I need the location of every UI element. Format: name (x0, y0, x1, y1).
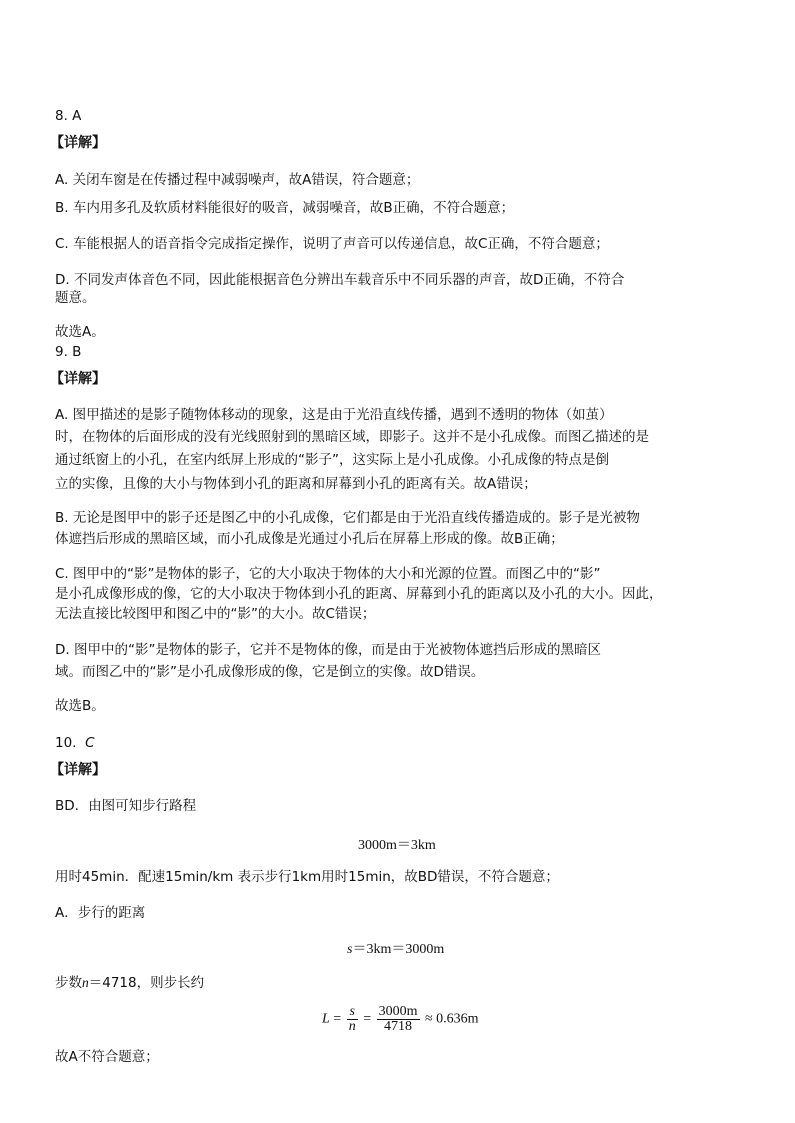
q8-option-a: A. 关闭车窗是在传播过程中减弱噪声，故A错误，符合题意； (55, 172, 420, 188)
fraction-denominator: n (348, 1019, 356, 1034)
q9-b-line1: B. 无论是图甲中的影子还是图乙中的小孔成像，它们都是由于光沿直线传播造成的。影子是光被物 (55, 510, 640, 526)
q8-heading: 【详解】 (50, 135, 106, 151)
equals-sign: = (359, 1011, 375, 1027)
fraction-numerator: 3000m (378, 1004, 418, 1019)
q9-c-line2: 是小孔成像形成的像，它的大小取决于物体到小孔的距离、屏幕到小孔的距离以及小孔的大小。因此， (55, 586, 663, 602)
fraction-values (377, 1005, 420, 1034)
q9-d-line1: D. 图甲中的“影”是物体的影子，它并不是物体的像，而是由于光被物体遮挡后形成的黑暗区 (55, 642, 601, 658)
q8-conclusion: 故选A。 (55, 324, 105, 340)
equation-s-rest: ＝3km＝3000m (352, 942, 445, 957)
q9-c-line3: 无法直接比较图甲和图乙中的“影”的大小。故C错误； (55, 606, 376, 622)
fraction-numerator: s (347, 1005, 358, 1020)
q10-time-line: 用时45min．配速15min/km 表示步行1km用时15min，故BD错误，不符合题意； (55, 869, 559, 885)
q10-heading: 【详解】 (50, 762, 106, 778)
q9-a-line1: A. 图甲描述的是影子随物体移动的现象，这是由于光沿直线传播，遇到不透明的物体（如茧） (55, 407, 613, 423)
q10-equation-s (347, 938, 444, 958)
fraction-denominator: 4718 (384, 1019, 413, 1034)
q10-answer (55, 734, 95, 752)
q10-equation-distance: 3000m＝3km (358, 838, 436, 853)
q9-b-line2: 体遮挡后形成的黑暗区域，而小孔成像是光通过小孔后在屏幕上形成的像。故B正确； (55, 531, 564, 547)
q10-equation-step-length (322, 1005, 479, 1034)
q10-a-intro: A．步行的距离 (55, 905, 146, 921)
q10-answer-number: 10. (55, 735, 77, 751)
equals-sign: = (329, 1011, 345, 1027)
q9-d-line2: 域。而图乙中的“影”是小孔成像形成的像，它是倒立的实像。故D错误。 (55, 664, 485, 680)
variable-n: n (82, 975, 89, 990)
approx-result: ≈ 0.636m (421, 1011, 479, 1027)
q8-answer: 8. A (55, 108, 82, 124)
q9-conclusion: 故选B。 (55, 698, 105, 714)
variable-l: L (322, 1011, 330, 1027)
q9-a-line3: 通过纸窗上的小孔，在室内纸屏上形成的“影子”，这实际上是小孔成像。小孔成像的特点是倒 (55, 452, 609, 468)
q8-option-d: D. 不同发声体音色不同，因此能根据音色分辨出车载音乐中不同乐器的声音，故D正确，不符合 (55, 272, 625, 288)
fraction-s-over-n (347, 1005, 358, 1034)
q8-option-c: C. 车能根据人的语音指令完成指定操作，说明了声音可以传递信息，故C正确，不符合题意； (55, 236, 609, 252)
q9-heading: 【详解】 (50, 371, 106, 387)
steps-suffix: ＝4718，则步长约 (88, 975, 205, 991)
q9-a-line4: 立的实像，且像的大小与物体到小孔的距离和屏幕到小孔的距离有关。故A错误； (55, 476, 537, 492)
steps-prefix: 步数 (55, 975, 82, 991)
q8-option-b: B. 车内用多孔及软质材料能很好的吸音，减弱噪音，故B正确，不符合题意； (55, 200, 515, 216)
q9-answer: 9. B (55, 344, 82, 360)
q10-steps-line (55, 974, 204, 992)
q10-answer-letter: C (85, 735, 95, 751)
q9-c-line1: C. 图甲中的“影”是物体的影子，它的大小取决于物体的大小和光源的位置。而图乙中的“影” (55, 566, 601, 582)
q8-option-d-cont: 题意。 (55, 290, 96, 306)
variable-s: s (347, 942, 353, 957)
q10-bd-intro: BD．由图可知步行路程 (55, 798, 197, 814)
q9-a-line2: 时，在物体的后面形成的没有光线照射到的黑暗区域，即影子。这并不是小孔成像。而图乙描述的是 (55, 429, 649, 445)
q10-conclusion: 故A不符合题意； (55, 1049, 159, 1065)
